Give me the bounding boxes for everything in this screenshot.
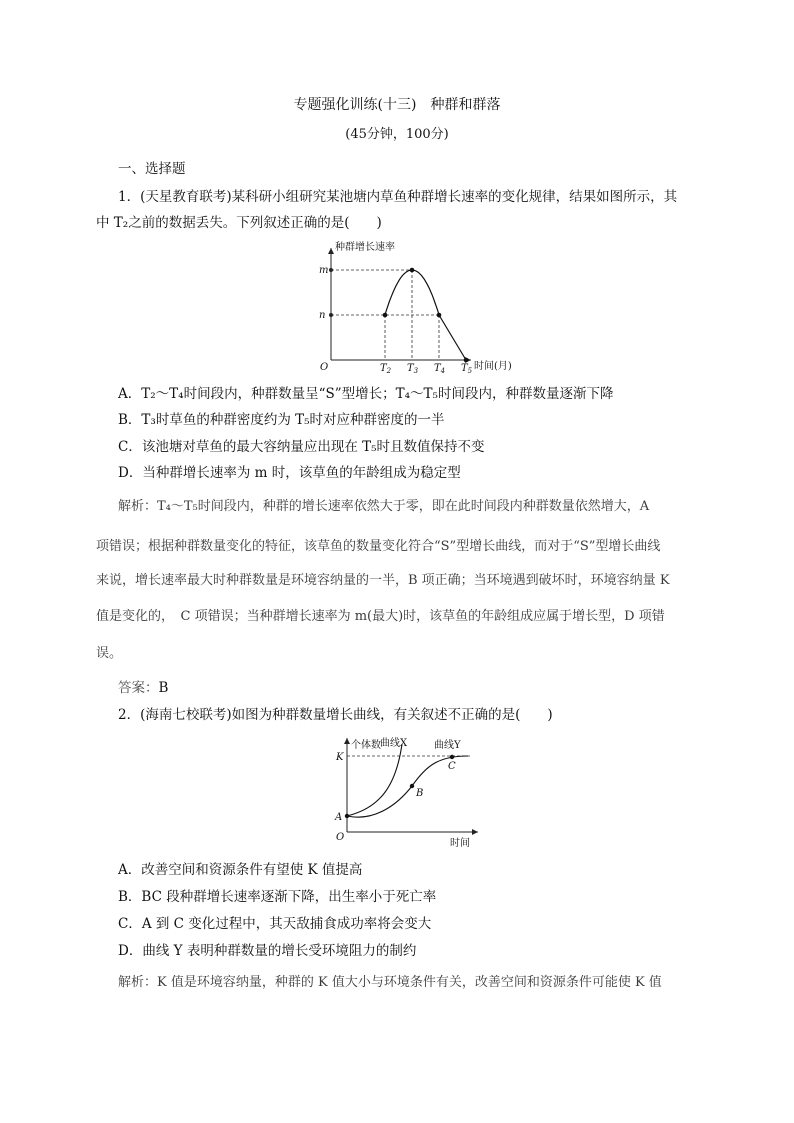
point-A bbox=[345, 814, 349, 818]
q2-solution-line1: 解析：K 值是环境容纳量，种群的 K 值大小与环境条件有关，改善空间和资源条件可能使 K 值 bbox=[118, 975, 662, 990]
q2-population-curve-chart bbox=[330, 734, 490, 856]
q1-option-b: B．T₃时草鱼的种群密度约为 T₅时对应种群密度的一半 bbox=[118, 412, 445, 428]
q1-solution-line1: 解析：T₄～T₅时间段内，种群的增长速率依然大于零，即在此时间段内种群数量依然增大，A bbox=[118, 499, 650, 514]
y-axis-arrow bbox=[344, 738, 350, 744]
point-B bbox=[410, 784, 414, 788]
origin-label: O bbox=[320, 362, 329, 373]
q1-solution-line2: 项错误；根据种群数量变化的特征，该草鱼的数量变化符合“S”型增长曲线，而对于“S”型增长曲线 bbox=[96, 539, 661, 554]
answer-value: B bbox=[158, 680, 169, 696]
q1-solution-line3: 来说，增长速率最大时种群数量是环境容纳量的一半，B 项正确；当环境遇到破坏时，环境容纳量 K bbox=[96, 573, 670, 588]
origin-label: O bbox=[336, 832, 345, 843]
q1-solution-line5: 误。 bbox=[96, 646, 123, 661]
point-label-C: C bbox=[448, 761, 456, 772]
point-C bbox=[450, 755, 454, 759]
y-axis-arrow bbox=[328, 248, 334, 254]
x-tick-label-T4: $T_4$ bbox=[434, 363, 446, 375]
y-axis-label: 种群增长速率 bbox=[335, 242, 395, 253]
q1-answer bbox=[118, 679, 168, 697]
curve-x bbox=[347, 744, 402, 816]
q1-solution-line4: 值是变化的， C 项错误；当种群增长速率为 m(最大)时，该草鱼的年龄组成应属于增长型，D 项错 bbox=[96, 609, 665, 624]
data-point-T3 bbox=[410, 268, 415, 273]
point-label-B: B bbox=[416, 788, 424, 799]
data-point-T4 bbox=[437, 313, 442, 318]
data-point-T5 bbox=[464, 358, 469, 363]
x-tick-label-T3: $T_3$ bbox=[407, 363, 419, 375]
curve-y-label: 曲线Y bbox=[434, 740, 461, 751]
section-heading: 一、选择题 bbox=[118, 161, 186, 177]
q2-option-c: C．A 到 C 变化过程中，其天敌捕食成功率将会变大 bbox=[118, 916, 432, 932]
x-axis-label: 时间(月) bbox=[474, 361, 512, 372]
x-tick-label-T2: $T_2$ bbox=[380, 363, 392, 375]
x-axis-arrow bbox=[472, 829, 478, 835]
y-tick-label-m: m bbox=[319, 265, 329, 276]
x-tick-label-T5: $T_5$ bbox=[461, 363, 473, 375]
k-label: K bbox=[336, 752, 344, 763]
point-label-A: A bbox=[335, 812, 343, 823]
curve-x-label: 曲线X bbox=[380, 738, 408, 749]
q1-stem-line1: 1．(天星教育联考)某科研小组研究某池塘内草鱼种群增长速率的变化规律，结果如图所示，其 bbox=[118, 189, 678, 205]
q2-option-a: A．改善空间和资源条件有望使 K 值提高 bbox=[118, 862, 363, 878]
q1-growth-rate-chart bbox=[296, 236, 516, 376]
page-title: 专题强化训练(十三) 种群和群落 bbox=[293, 97, 501, 113]
page-subtitle: (45分钟，100分) bbox=[345, 127, 449, 142]
q2-stem: 2．(海南七校联考)如图为种群数量增长曲线，有关叙述不正确的是( ) bbox=[118, 707, 553, 723]
y-axis-label: 个体数 bbox=[351, 740, 381, 751]
q2-option-d: D．曲线 Y 表明种群数量的增长受环境阻力的制约 bbox=[118, 943, 417, 959]
answer-label: 答案： bbox=[118, 680, 159, 696]
q1-option-a: A．T₂～T₄时间段内，种群数量呈“S”型增长；T₄～T₅时间段内，种群数量逐渐下降 bbox=[118, 386, 614, 402]
q1-option-d: D．当种群增长速率为 m 时，该草鱼的年龄组成为稳定型 bbox=[118, 465, 461, 481]
x-axis-label: 时间 bbox=[450, 838, 470, 849]
q1-stem-line2: 中 T₂之前的数据丢失。下列叙述正确的是( ) bbox=[96, 215, 382, 231]
decline-segment bbox=[439, 315, 466, 360]
y-tick-label-n: n bbox=[319, 310, 326, 321]
q1-option-c: C．该池塘对草鱼的最大容纳量应出现在 T₅时且数值保持不变 bbox=[118, 439, 485, 455]
data-point-T2 bbox=[383, 313, 388, 318]
q2-option-b: B．BC 段种群增长速率逐渐下降，出生率小于死亡率 bbox=[118, 889, 437, 905]
